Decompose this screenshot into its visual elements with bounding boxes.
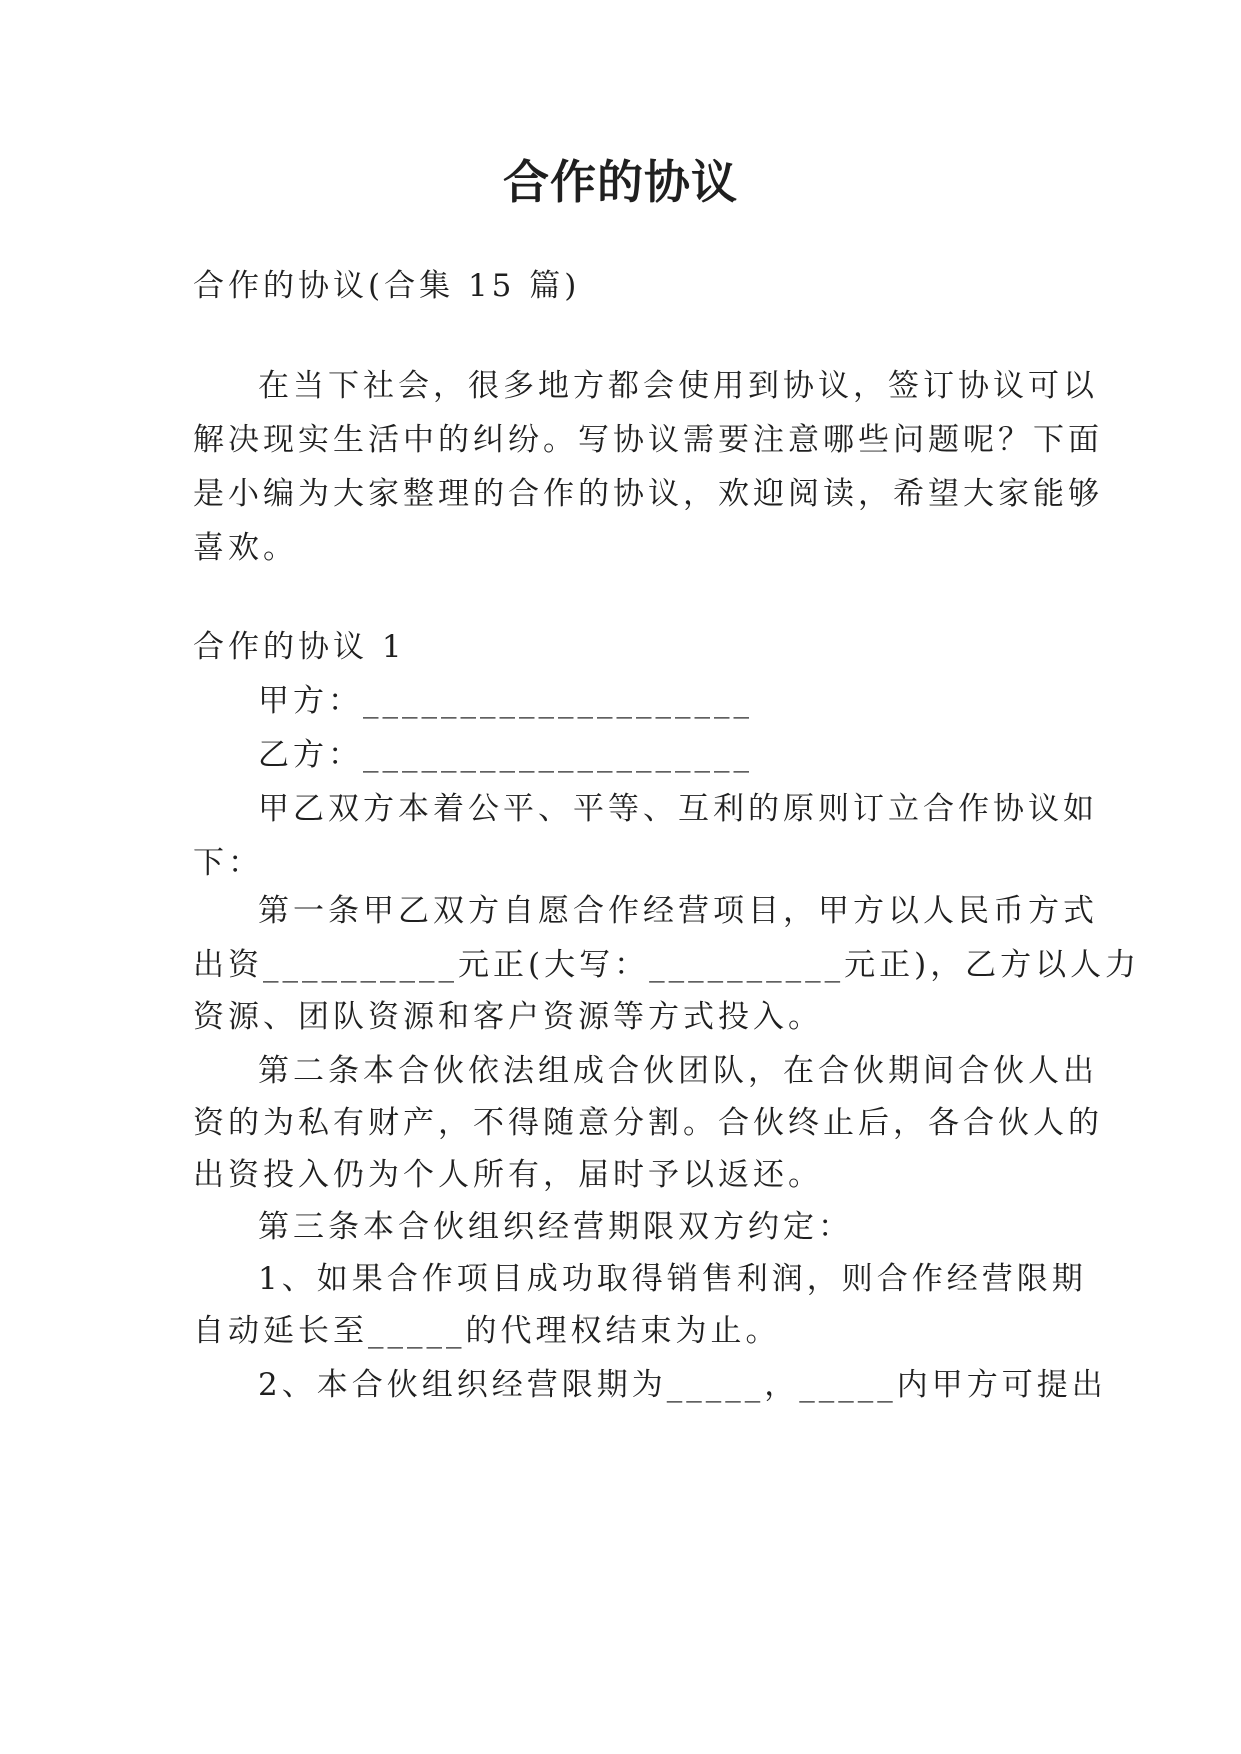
- body-line: 第三条本合伙组织经营期限双方约定：: [258, 1209, 853, 1245]
- intro-line: 解决现实生活中的纠纷。写协议需要注意哪些问题呢？下面: [193, 422, 1103, 458]
- body-line: 资的为私有财产，不得随意分割。合伙终止后，各合伙人的: [193, 1105, 1103, 1141]
- body-line: 第一条甲乙双方自愿合作经营项目，甲方以人民币方式: [258, 893, 1098, 929]
- body-line: 第二条本合伙依法组成合伙团队，在合伙期间合伙人出: [258, 1053, 1098, 1089]
- intro-line: 是小编为大家整理的合作的协议，欢迎阅读，希望大家能够: [193, 476, 1103, 512]
- document-subtitle: 合作的协议(合集 15 篇): [193, 268, 581, 304]
- body-line: 出资__________元正(大写：__________元正)，乙方以人力: [193, 947, 1141, 983]
- intro-line: 喜欢。: [193, 530, 298, 566]
- document-title: 合作的协议: [503, 155, 738, 209]
- section-heading: 合作的协议 1: [193, 629, 406, 665]
- body-line: 甲乙双方本着公平、平等、互利的原则订立合作协议如: [258, 791, 1098, 827]
- body-line: 自动延长至_____的代理权结束为止。: [193, 1313, 781, 1349]
- body-line: 资源、团队资源和客户资源等方式投入。: [193, 999, 823, 1035]
- party-b-line: 乙方：____________________: [258, 737, 753, 773]
- intro-line: 在当下社会，很多地方都会使用到协议，签订协议可以: [258, 368, 1098, 404]
- body-line: 2、本合伙组织经营限期为_____，_____内甲方可提出: [258, 1367, 1107, 1403]
- body-line: 下：: [193, 845, 263, 881]
- party-a-line: 甲方：____________________: [258, 683, 753, 719]
- body-line: 1、如果合作项目成功取得销售利润，则合作经营限期: [258, 1261, 1087, 1297]
- body-line: 出资投入仍为个人所有，届时予以返还。: [193, 1157, 823, 1193]
